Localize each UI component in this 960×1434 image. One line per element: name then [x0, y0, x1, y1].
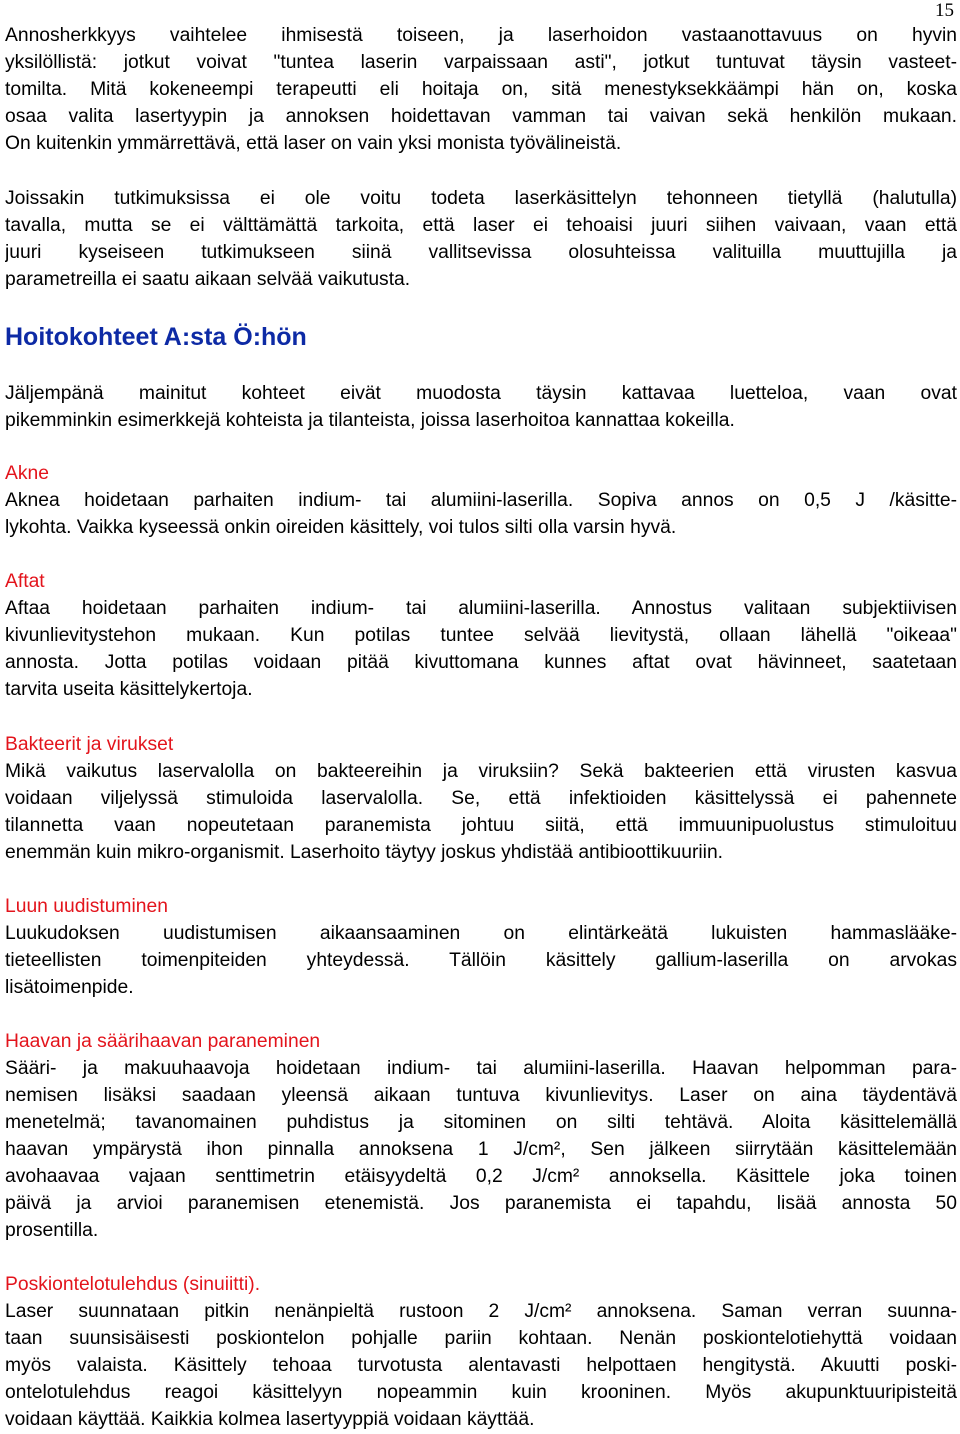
- lead-paragraph: [5, 380, 957, 434]
- text-line: Mikä vaikutus laservalolla on bakteereihin ja viruksiin? Sekä bakteerien että virusten kasvua: [5, 761, 957, 782]
- text-line: tomilta. Mitä kokeneempi terapeutti eli hoitaja on, sitä menestyksekkäämpi hän on, koska: [5, 79, 957, 100]
- page-number: 15: [935, 0, 954, 21]
- text-line: Aknea hoidetaan parhaiten indium- tai alumiini-laserilla. Sopiva annos on 0,5 J /käsitte-: [5, 490, 957, 511]
- section-title: Akne: [5, 463, 49, 484]
- text-line: kivunlievitystehon mukaan. Kun potilas tuntee selvää lievitystä, ollaan lähellä "oikeaa": [5, 625, 957, 646]
- section-haavan-paraneminen: [5, 1028, 957, 1244]
- text-line: On kuitenkin ymmärrettävä, että laser on vain yksi monista työvälineistä.: [5, 133, 622, 154]
- intro-paragraph-1: [5, 22, 957, 157]
- text-line: voidaan viljelyssä stimuloida laservalolla. Se, että infektioiden käsittelyssä ei pahennete: [5, 788, 957, 809]
- section-poskiontelotulehdus: [5, 1271, 957, 1433]
- section-title: Poskiontelotulehdus (sinuiitti).: [5, 1274, 261, 1295]
- section-bakteerit-ja-virukset: [5, 731, 957, 866]
- text-line: Annosherkkyys vaihtelee ihmisestä toiseen, ja laserhoidon vastaanottavuus on hyvin: [5, 25, 957, 46]
- section-main-heading: Hoitokohteet A:sta Ö:hön: [5, 323, 307, 351]
- text-line: enemmän kuin mikro-organismit. Laserhoito täytyy joskus yhdistää antibioottikuuriin.: [5, 842, 724, 863]
- text-line: nemisen lisäksi saadaan yleensä aikaan tuntuva kivunlievitys. Laser on aina täydentävä: [5, 1085, 957, 1106]
- section-luun-uudistuminen: [5, 893, 957, 1001]
- section-title: Bakteerit ja virukset: [5, 734, 174, 755]
- text-line: prosentilla.: [5, 1220, 99, 1241]
- text-line: Aftaa hoidetaan parhaiten indium- tai alumiini-laserilla. Annostus valitaan subjektiivisen: [5, 598, 957, 619]
- text-line: Sääri- ja makuuhaavoja hoidetaan indium- tai alumiini-laserilla. Haavan helpomman para-: [5, 1058, 957, 1079]
- text-line: menetelmä; tavanomainen puhdistus ja sitominen on silti tehtävä. Aloita käsittelemällä: [5, 1112, 957, 1133]
- text-line: pikemminkin esimerkkejä kohteista ja tilanteista, joissa laserhoitoa kannattaa kokeilla.: [5, 410, 735, 431]
- text-line: myös valaista. Käsittely tehoaa turvotusta alentavasti helpottaen hengitystä. Akuutti poski-: [5, 1355, 957, 1376]
- text-line: tilannetta vaan nopeutetaan paranemista johtuu siitä, että immuunipuolustus stimuloituu: [5, 815, 957, 836]
- text-line: tieteellisten toimenpiteiden yhteydessä. Tällöin käsittely gallium-laserilla on arvokas: [5, 950, 957, 971]
- text-line: tavalla, mutta se ei välttämättä tarkoita, että laser ei tehoaisi juuri siihen vaivaan, vaan että: [5, 215, 957, 236]
- intro-paragraph-2: [5, 185, 957, 293]
- text-line: voidaan käyttää. Kaikkia kolmea lasertyyppiä voidaan käyttää.: [5, 1409, 535, 1430]
- section-title: Haavan ja säärihaavan paraneminen: [5, 1031, 321, 1052]
- text-line: ontelotulehdus reagoi käsittelyyn nopeammin kuin krooninen. Myös akupunktuuripisteitä: [5, 1382, 957, 1403]
- section-akne: [5, 460, 957, 541]
- text-line: päivä ja arvioi paranemisen etenemistä. Jos paranemista ei tapahdu, lisää annosta 50: [5, 1193, 957, 1214]
- text-line: juuri kyseiseen tutkimukseen siinä vallitsevissa olosuhteissa valituilla muuttujilla ja: [5, 242, 957, 263]
- text-line: annosta. Jotta potilas voidaan pitää kivuttomana kunnes aftat ovat hävinneet, saatetaan: [5, 652, 957, 673]
- text-line: Luukudoksen uudistumisen aikaansaaminen on elintärkeätä lukuisten hammaslääke-: [5, 923, 957, 944]
- text-line: Joissakin tutkimuksissa ei ole voitu todeta laserkäsittelyn tehonneen tietyllä (halutulla): [5, 188, 957, 209]
- section-aftat: [5, 568, 957, 703]
- text-line: avohaavaa vajaan senttimetrin etäisyydeltä 0,2 J/cm² annoksella. Käsittele joka toinen: [5, 1166, 957, 1187]
- text-line: osaa valita lasertyypin ja annoksen hoidettavan vamman tai vaivan sekä henkilön mukaan.: [5, 106, 957, 127]
- text-line: parametreilla ei saatu aikaan selvää vaikutusta.: [5, 269, 411, 290]
- text-line: tarvita useita käsittelykertoja.: [5, 679, 253, 700]
- text-line: Jäljempänä mainitut kohteet eivät muodosta täysin kattavaa luetteloa, vaan ovat: [5, 383, 957, 404]
- section-title: Luun uudistuminen: [5, 896, 168, 917]
- text-line: lykohta. Vaikka kyseessä onkin oireiden käsittely, voi tulos silti olla varsin hyvä.: [5, 517, 677, 538]
- text-line: lisätoimenpide.: [5, 977, 134, 998]
- section-title: Aftat: [5, 571, 45, 592]
- text-line: yksilöllistä: jotkut voivat "tuntea laserin varpaissaan asti", jotkut tuntuvat täysin vasteet-: [5, 52, 957, 73]
- text-line: haavan ympärystä ihon pinnalla annoksena 1 J/cm², Sen jälkeen siirrytään käsittelemään: [5, 1139, 957, 1160]
- text-line: taan suunsisäisesti poskiontelon pohjalle pariin kohtaan. Nenän poskiontelotiehyttä voidaan: [5, 1328, 957, 1349]
- text-line: Laser suunnataan pitkin nenänpieltä rustoon 2 J/cm² annoksena. Saman verran suunna-: [5, 1301, 957, 1322]
